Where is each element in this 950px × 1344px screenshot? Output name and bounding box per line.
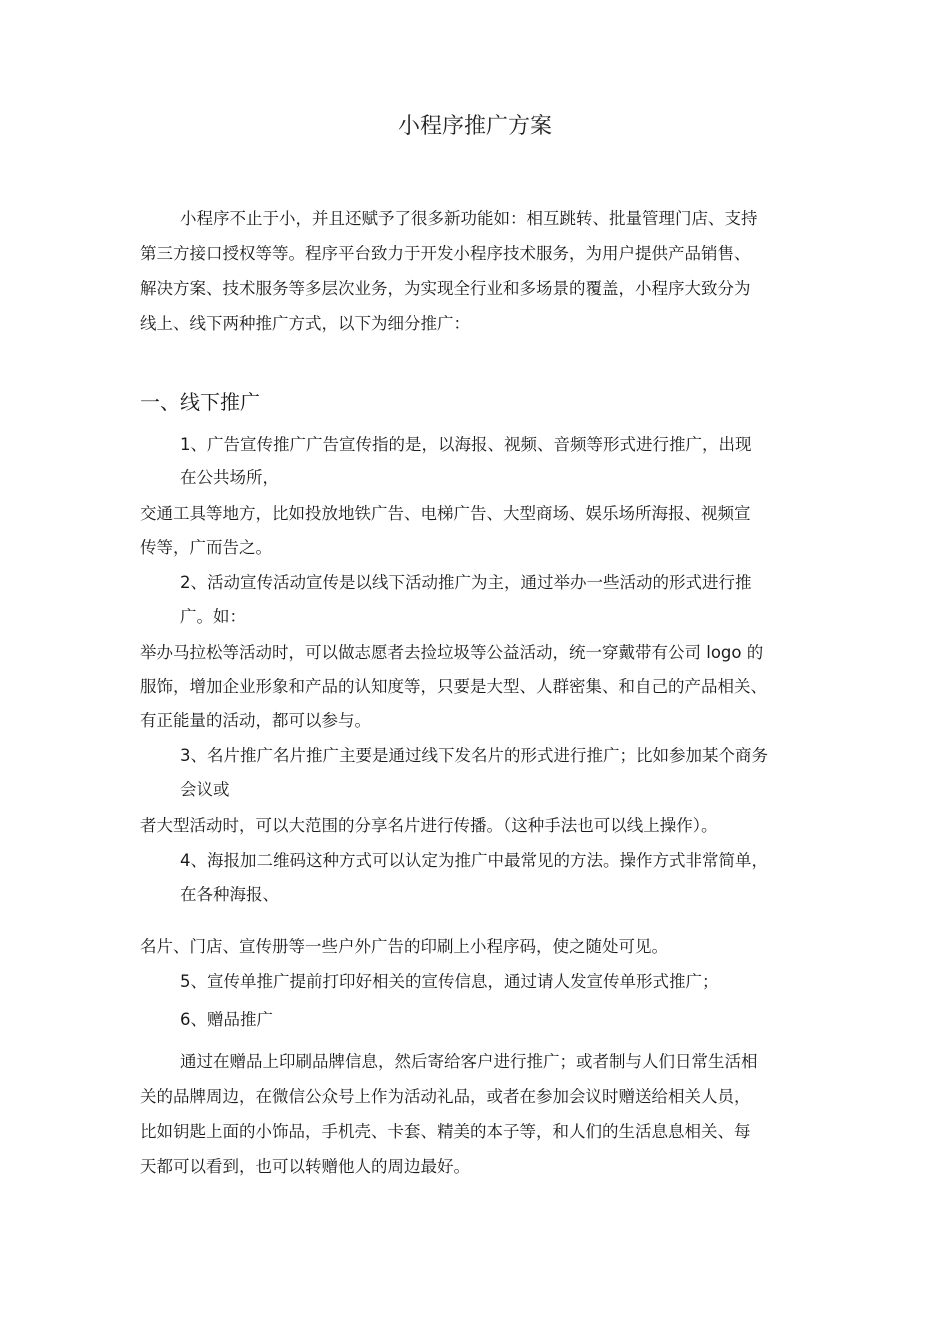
intro-line-4: 线上、线下两种推广方式，以下为细分推广： [140,314,470,333]
item-3-line-1: 3、名片推广名片推广主要是通过线下发名片的形式进行推广；比如参加某个商务 [180,746,768,765]
item-1-line-4: 传等，广而告之。 [140,538,272,557]
item-4-line-2: 在各种海报、 [180,885,279,904]
item-6-line-2: 关的品牌周边，在微信公众号上作为活动礼品，或者在参加会议时赠送给相关人员， [140,1087,751,1106]
item-4-line-1: 4、海报加二维码这种方式可以认定为推广中最常见的方法。操作方式非常简单， [180,851,768,870]
document-title: 小程序推广方案 [397,114,552,139]
item-1-line-1: 1、广告宣传推广广告宣传指的是，以海报、视频、音频等形式进行推广，出现 [180,435,752,454]
item-2-line-2: 广。如： [180,607,246,626]
item-1-line-3: 交通工具等地方，比如投放地铁广告、电梯广告、大型商场、娱乐场所海报、视频宣 [140,504,751,523]
item-6-line-4: 天都可以看到，也可以转赠他人的周边最好。 [140,1157,470,1176]
item-5-line-1: 5、宣传单推广提前打印好相关的宣传信息，通过请人发宣传单形式推广； [180,972,719,991]
item-6-heading: 6、赠品推广 [180,1010,273,1029]
item-1-line-2: 在公共场所， [180,468,279,487]
intro-line-1: 小程序不止于小，并且还赋予了很多新功能如：相互跳转、批量管理门店、支持 [180,209,758,228]
item-4-line-3: 名片、门店、宣传册等一些户外广告的印刷上小程序码，使之随处可见。 [140,937,668,956]
section-heading-offline: 一、线下推广 [140,390,260,414]
item-6-line-1: 通过在赠品上印刷品牌信息，然后寄给客户进行推广；或者制与人们日常生活相 [180,1052,758,1071]
item-6-line-3: 比如钥匙上面的小饰品，手机壳、卡套、精美的本子等，和人们的生活息息相关、每 [140,1122,751,1141]
item-3-line-3: 者大型活动时，可以大范围的分享名片进行传播。（这种手法也可以线上操作）。 [140,816,718,835]
intro-line-2: 第三方接口授权等等。程序平台致力于开发小程序技术服务，为用户提供产品销售、 [140,244,751,263]
item-2-line-3: 举办马拉松等活动时，可以做志愿者去捡垃圾等公益活动，统一穿戴带有公司 logo 的 [140,643,764,662]
item-2-line-4: 服饰，增加企业形象和产品的认知度等，只要是大型、人群密集、和自己的产品相关、 [140,677,767,696]
item-2-line-5: 有正能量的活动，都可以参与。 [140,711,371,730]
intro-line-3: 解决方案、技术服务等多层次业务，为实现全行业和多场景的覆盖，小程序大致分为 [140,279,751,298]
item-2-line-1: 2、活动宣传活动宣传是以线下活动推广为主，通过举办一些活动的形式进行推 [180,573,752,592]
item-3-line-2: 会议或 [180,780,230,799]
